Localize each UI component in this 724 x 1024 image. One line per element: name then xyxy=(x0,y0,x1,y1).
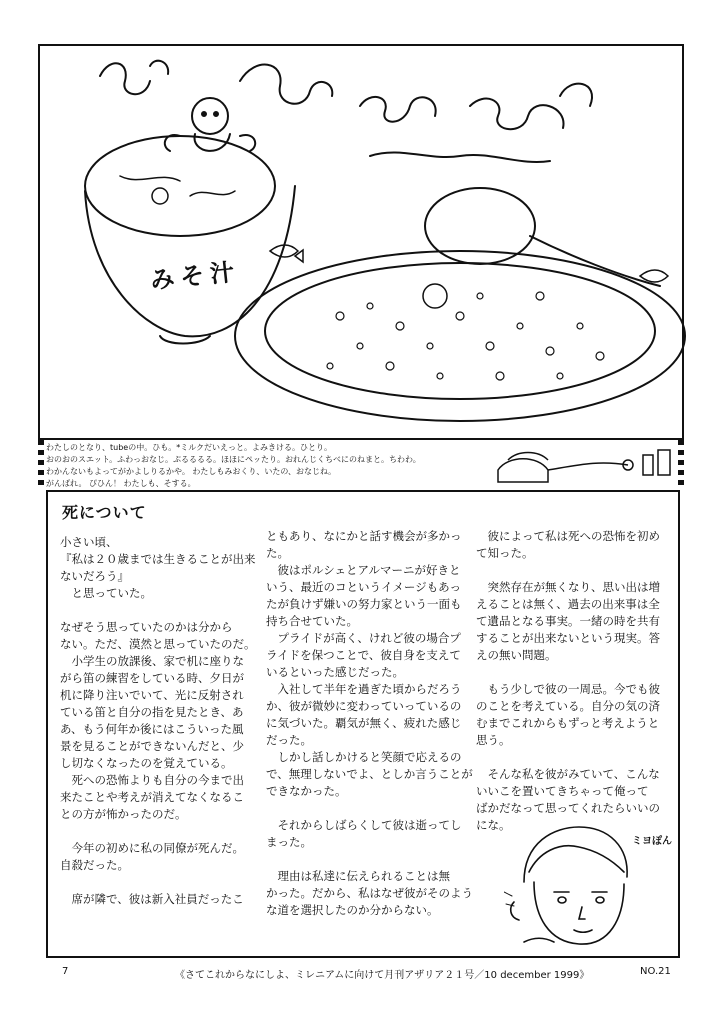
paragraph-line: あ、もう何年か後にはこういった風 xyxy=(60,722,244,736)
strip-line: おのおのスエット。ふわっおなじ。ぷるるるる。ほほにペッたり。おれんじくちべにのねまと。ちわわ。 xyxy=(46,455,421,464)
paragraph-line: と思っていた。 xyxy=(60,586,152,600)
paragraph-line: たが負けず嫌いの努力家という一面も xyxy=(266,597,462,611)
miso-soup-and-fried-rice-illustration xyxy=(40,46,686,442)
article-title: 死について xyxy=(62,503,147,522)
paragraph-line: そんな私を彼がみていて、こんな xyxy=(476,767,660,781)
paragraph-line: いいこを置いてきちゃって俺って xyxy=(476,784,649,798)
article-column-2 xyxy=(266,528,478,919)
paragraph-line: ている笛と自分の指を見たとき、あ xyxy=(60,705,244,719)
strip-line: わかんないもよってがかよしりるかや。 わたしもみおくり、いたの、おなじね。 xyxy=(46,467,337,476)
paragraph-line: できなかった。 xyxy=(266,784,347,798)
paragraph-line: いるといった感じだった。 xyxy=(266,665,404,679)
strip-line: わたしのとなり、tubeの中。ひも。*ミルクだいえっと。よみきける。ひとり。 xyxy=(46,443,333,452)
paragraph-line: かった。だから、私はなぜ彼がそのよう xyxy=(266,886,473,900)
paragraph-line: 席が隣で、彼は新入社員だったこ xyxy=(60,892,244,906)
paragraph-line: 理由は私達に伝えられることは無 xyxy=(266,869,450,883)
paragraph-line: て知った。 xyxy=(476,546,534,560)
paragraph-line: 死への恐怖よりも自分の今まで出 xyxy=(60,773,244,787)
telephone-doodle xyxy=(478,440,678,490)
paragraph-line: 彼はポルシェとアルマーニが好きと xyxy=(266,563,461,577)
paragraph-line: がら笛の練習をしている時、夕日が xyxy=(60,671,244,685)
strip-left-border xyxy=(38,440,44,490)
paragraph-line: 彼によって私は死への恐怖を初め xyxy=(476,529,660,543)
paragraph-line: えることは無く、過去の出来事は全 xyxy=(476,597,660,611)
paragraph-line: いう、最近のコというイメージもあっ xyxy=(266,580,462,594)
paragraph-line: もう少しで彼の一周忌。今でも彼 xyxy=(476,682,660,696)
footer-caption: 《さてこれからなにしよ、ミレニアムに向けて月刊アザリア２１号／10 december 1999》 xyxy=(175,970,590,981)
paragraph-line: た。 xyxy=(266,546,289,560)
paragraph-line: することが出来ないという現実。答 xyxy=(476,631,660,645)
paragraph-line: ないだろう』 xyxy=(60,569,129,583)
paragraph-line: 持ち合せていた。 xyxy=(266,614,358,628)
paragraph-line: 小さい頃、 xyxy=(60,535,118,549)
article-box xyxy=(46,490,680,958)
strip-line: がんばれ。 ぴひん！ わたしも、そする。 xyxy=(46,479,196,488)
paragraph-line: だった。 xyxy=(266,733,312,747)
handwritten-strip xyxy=(38,440,684,490)
paragraph-line: に気づいた。覇気が無く、疲れた感じ xyxy=(266,716,462,730)
bowl-label: みそ汁 xyxy=(149,257,242,295)
article-column-1 xyxy=(60,534,266,908)
page-number: 7 xyxy=(62,966,69,977)
paragraph-line: 来たことや考えが消えてなくなるこ xyxy=(60,790,244,804)
paragraph-line: ライドを保つことで、彼自身を支えて xyxy=(266,648,461,662)
paragraph-line: ない。ただ、漠然と思っていたのだ。 xyxy=(60,637,256,651)
paragraph-line: えの無い問題。 xyxy=(476,648,557,662)
paragraph-line: 思う。 xyxy=(476,733,511,747)
paragraph-line: で、無理しないでよ、としか言うことが xyxy=(266,767,473,781)
paragraph-line: 自殺だった。 xyxy=(60,858,129,872)
paragraph-line: か、彼が微妙に変わっていっているの xyxy=(266,699,462,713)
paragraph-line: な道を選択したのか分からない。 xyxy=(266,903,439,917)
author-signature: ミヨぽん xyxy=(632,836,672,847)
paragraph-line: しかし話しかけると笑顔で応えるの xyxy=(266,750,462,764)
strip-right-border xyxy=(678,440,684,490)
paragraph-line: なぜそう思っていたのかは分から xyxy=(60,620,233,634)
paragraph-line: プライドが高く、けれど彼の場合プ xyxy=(266,631,461,645)
illustration-frame xyxy=(38,44,684,440)
paragraph-line: にな。 xyxy=(476,818,511,832)
paragraph-line: との方が怖かったのだ。 xyxy=(60,807,187,821)
paragraph-line: ともあり、なにかと話す機会が多かっ xyxy=(266,529,462,543)
paragraph-line: 今年の初めに私の同僚が死んだ。 xyxy=(60,841,244,855)
article-column-3 xyxy=(476,528,676,834)
paragraph-line: 景を見ることができないんだと、少 xyxy=(60,739,244,753)
issue-number: NO.21 xyxy=(640,966,671,977)
paragraph-line: し切なくなったのを覚えている。 xyxy=(60,756,233,770)
paragraph-line: むまでこれからもずっと考えようと xyxy=(476,716,660,730)
paragraph-line: ばかだなって思ってくれたらいいの xyxy=(476,801,660,815)
paragraph-line: まった。 xyxy=(266,835,312,849)
author-portrait xyxy=(504,822,674,956)
paragraph-line: 机に降り注いでいて、光に反射され xyxy=(60,688,244,702)
paragraph-line: 『私は２０歳までは生きることが出来 xyxy=(60,552,256,566)
paragraph-line: のことを考えている。自分の気の済 xyxy=(476,699,660,713)
paragraph-line: それからしばらくして彼は逝ってし xyxy=(266,818,462,832)
paragraph-line: 入社して半年を過ぎた頃からだろう xyxy=(266,682,462,696)
paragraph-line: 突然存在が無くなり、思い出は増 xyxy=(476,580,660,594)
paragraph-line: 小学生の放課後、家で机に座りな xyxy=(60,654,244,668)
paragraph-line: て遺品となる事実。一緒の時を共有 xyxy=(476,614,660,628)
strip-text xyxy=(46,442,486,490)
